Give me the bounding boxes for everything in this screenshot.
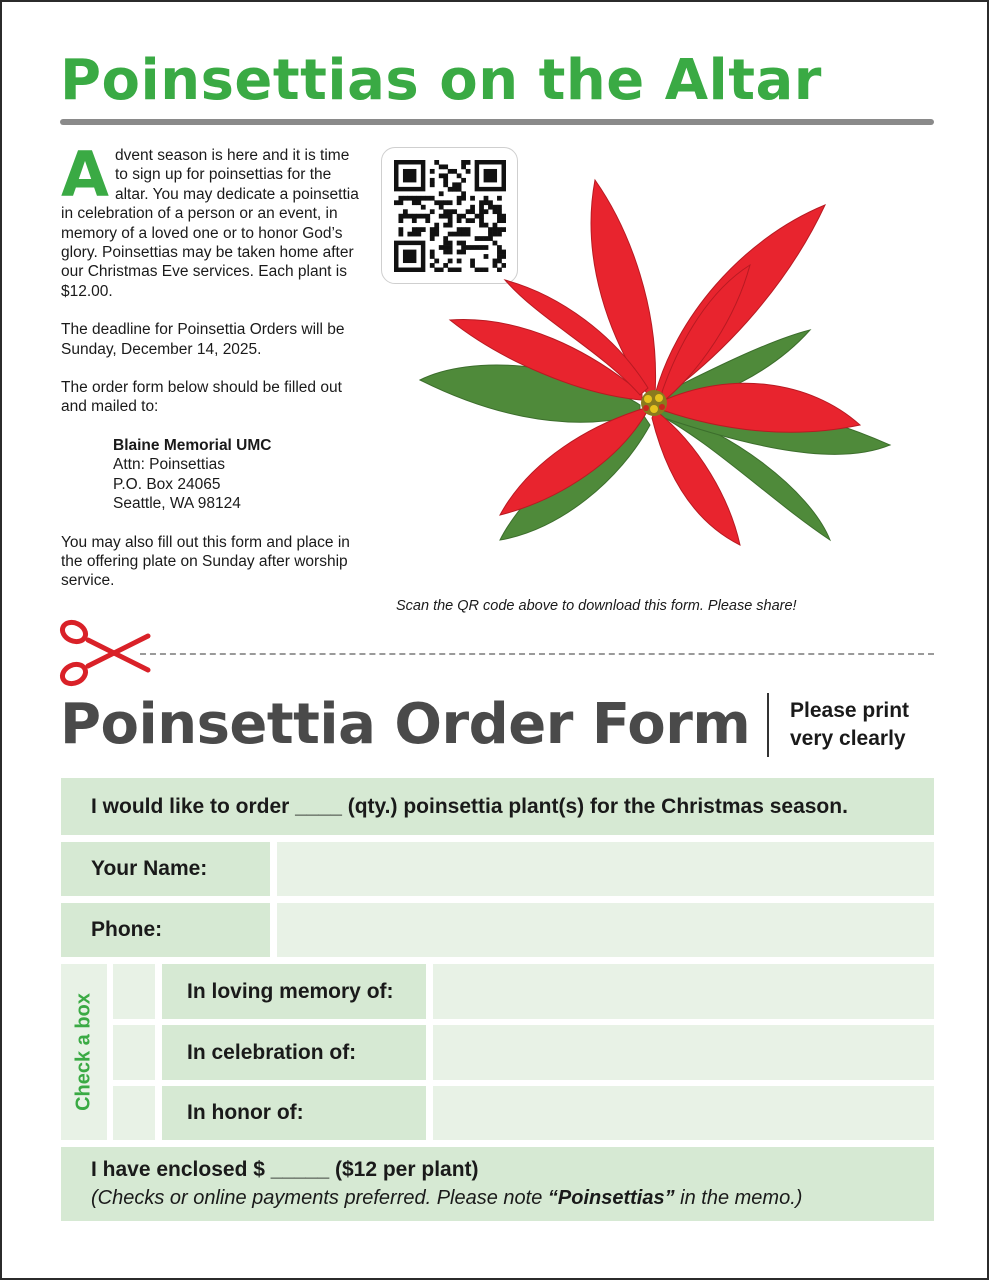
cut-line xyxy=(140,653,934,655)
memory-label-cell xyxy=(162,964,426,1019)
intro-paragraph-1-text: dvent season is here and it is time to sign up for poinsettias for the altar. You may dedicate a poinsettia in celebration of a person or an event, in memory of a loved one or to honor God’s glory. Poinsettias may be taken home after our Christmas Eve services. Each plant is $12.00. xyxy=(61,147,359,300)
order-quantity-label: I would like to order ____ (qty.) poinsettia plant(s) for the Christmas season. xyxy=(91,794,848,818)
phone-field[interactable] xyxy=(277,903,934,957)
payment-note-start: (Checks or online payments preferred. Please note xyxy=(91,1187,548,1209)
mail-instructions: The order form below should be filled out and mailed to: xyxy=(61,379,342,416)
checkbox-honor[interactable] xyxy=(113,1086,155,1140)
poinsettia-image xyxy=(410,170,900,570)
payment-row[interactable] xyxy=(61,1147,934,1221)
order-quantity-row[interactable] xyxy=(61,778,934,835)
payment-note-memo: “Poinsettias” xyxy=(547,1187,675,1209)
intro-paragraph-1 xyxy=(61,138,361,301)
checkbox-memory[interactable] xyxy=(113,964,155,1019)
honor-label-cell xyxy=(162,1086,426,1140)
enclosed-amount-label: I have enclosed $ _____ ($12 per plant) xyxy=(91,1158,479,1181)
mailing-address xyxy=(113,436,361,514)
name-field[interactable] xyxy=(277,842,934,896)
name-label: Your Name: xyxy=(91,857,208,880)
check-a-box-label-cell xyxy=(61,964,107,1140)
form-title-divider xyxy=(767,693,769,757)
title-rule xyxy=(60,119,934,125)
check-a-box-label: Check a box xyxy=(72,993,95,1111)
drop-cap: A xyxy=(61,138,109,211)
print-note-line-2: very clearly xyxy=(790,727,906,750)
offering-paragraph: You may also fill out this form and place in the offering plate on Sunday after worship service. xyxy=(61,533,350,590)
address-box: P.O. Box 24065 xyxy=(113,475,221,493)
poinsettia-bracts xyxy=(450,180,860,545)
payment-note-end: in the memo.) xyxy=(674,1187,803,1209)
memory-label: In loving memory of: xyxy=(187,979,394,1003)
phone-label: Phone: xyxy=(91,918,163,941)
address-attn: Attn: Poinsettias xyxy=(113,456,226,474)
name-label-cell xyxy=(61,842,270,896)
form-title: Poinsettia Order Form xyxy=(60,692,751,757)
intro-text xyxy=(61,138,361,610)
celebration-field[interactable] xyxy=(433,1025,934,1080)
poinsettia-center xyxy=(641,390,667,416)
address-org: Blaine Memorial UMC xyxy=(113,436,272,454)
page-title: Poinsettias on the Altar xyxy=(60,48,822,113)
payment-note xyxy=(91,1184,934,1212)
celebration-label-cell xyxy=(162,1025,426,1080)
memory-field[interactable] xyxy=(433,964,934,1019)
checkbox-celebration[interactable] xyxy=(113,1025,155,1080)
celebration-label: In celebration of: xyxy=(187,1040,357,1064)
qr-caption: Scan the QR code above to download this form. Please share! xyxy=(396,598,797,614)
deadline-paragraph: The deadline for Poinsettia Orders will be Sunday, December 14, 2025. xyxy=(61,321,345,358)
phone-label-cell xyxy=(61,903,270,957)
print-note xyxy=(790,697,909,753)
honor-field[interactable] xyxy=(433,1086,934,1140)
address-city: Seattle, WA 98124 xyxy=(113,495,241,513)
print-note-line-1: Please print xyxy=(790,699,910,722)
honor-label: In honor of: xyxy=(187,1101,304,1124)
